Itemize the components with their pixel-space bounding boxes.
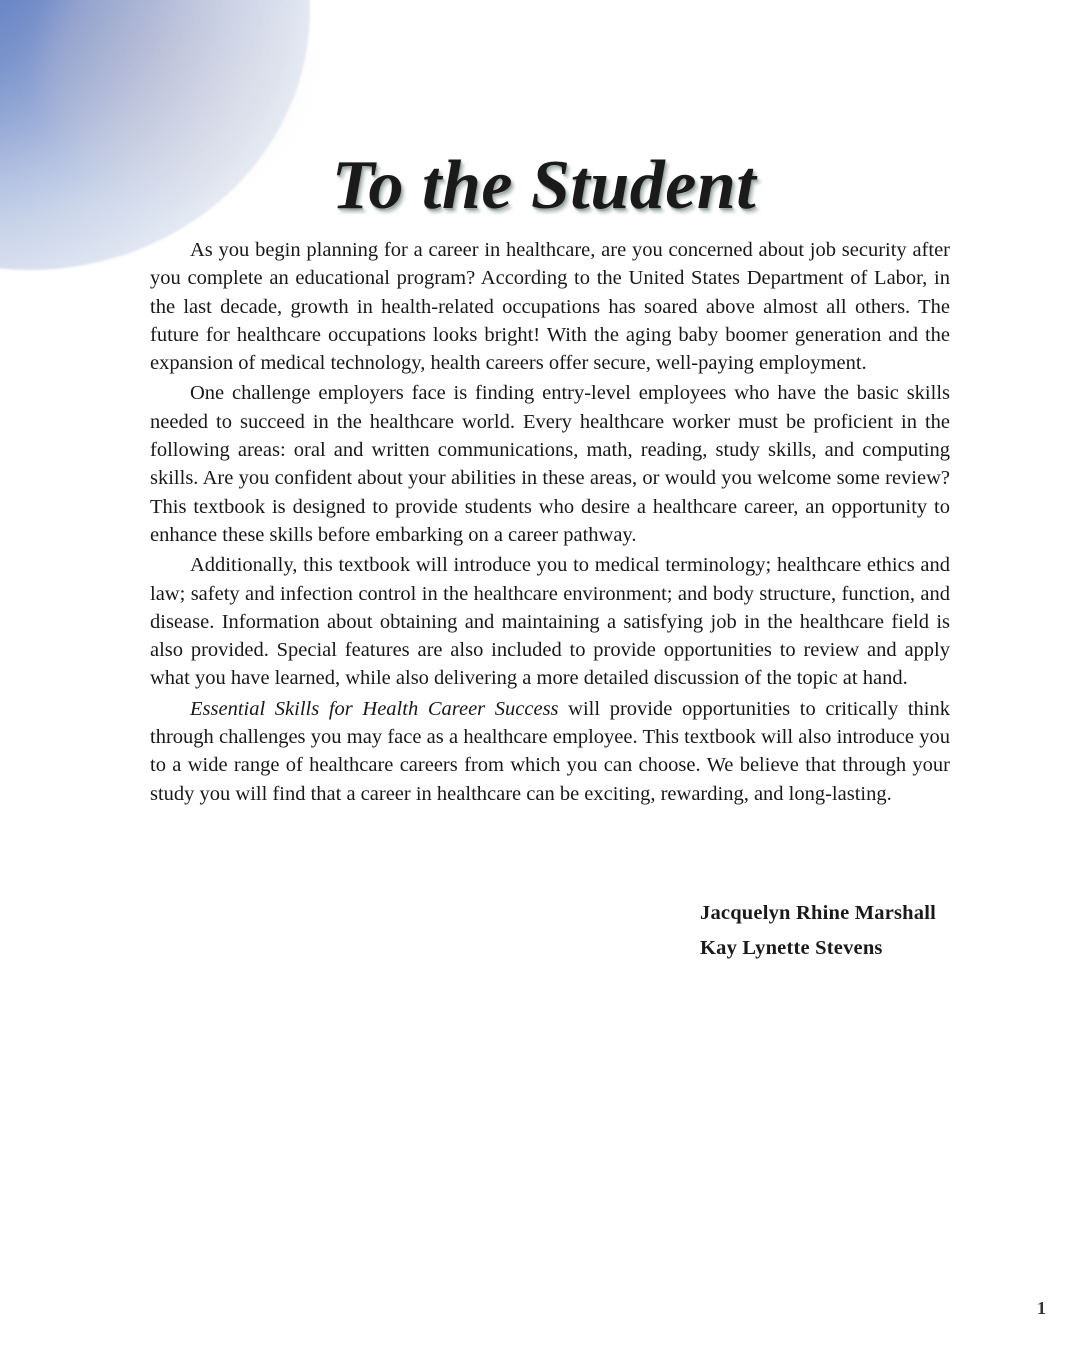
book-title-italic: Essential Skills for Health Career Success <box>190 697 559 720</box>
body-text-block <box>150 236 950 810</box>
paragraph-1: As you begin planning for a career in healthcare, are you concerned about job security after you complete an educational program? According to the United States Department of Labor, in the last decade, growth in health-related occupations has soared above almost all others. The future for healthcare occupations looks bright! With the aging baby boomer generation and the expansion of medical technology, health careers offer secure, well-paying employment. <box>150 239 950 375</box>
paragraph-3: Additionally, this textbook will introduce you to medical terminology; healthcare ethics and law; safety and infection control in the healthcare environment; and body structure, function, and disease. Information about obtaining and maintaining a satisfying job in the healthcare field is also provided. Special features are also included to provide opportunities to review and apply what you have learned, while also delivering a more detailed discussion of the topic at hand. <box>150 554 950 690</box>
paragraph-4 <box>150 695 950 808</box>
paragraph-2: One challenge employers face is finding entry-level employees who have the basic skills needed to succeed in the healthcare world. Every healthcare worker must be proficient in the following areas: oral and written communications, math, reading, study skills, and computing skills. Are you confident about your abilities in these areas, or would you welcome some review? This textbook is designed to provide students who desire a healthcare career, an opportunity to enhance these skills before embarking on a career pathway. <box>150 382 950 546</box>
signature-line-2: Kay Lynette Stevens <box>700 937 883 959</box>
page-number: 1 <box>1037 1298 1046 1318</box>
signature-line-1: Jacquelyn Rhine Marshall <box>700 902 937 924</box>
author-signature-block <box>700 896 1000 966</box>
page-title: To the Student <box>331 146 757 224</box>
paragraph-4-rest: will provide opportunities to critically think through challenges you may face as a healthcare employee. This textbook will also introduce you to a wide range of healthcare careers from which you can choose. We believe that through your study you will find that a career in healthcare can be exciting, rewarding, and long-lasting. <box>150 697 950 805</box>
